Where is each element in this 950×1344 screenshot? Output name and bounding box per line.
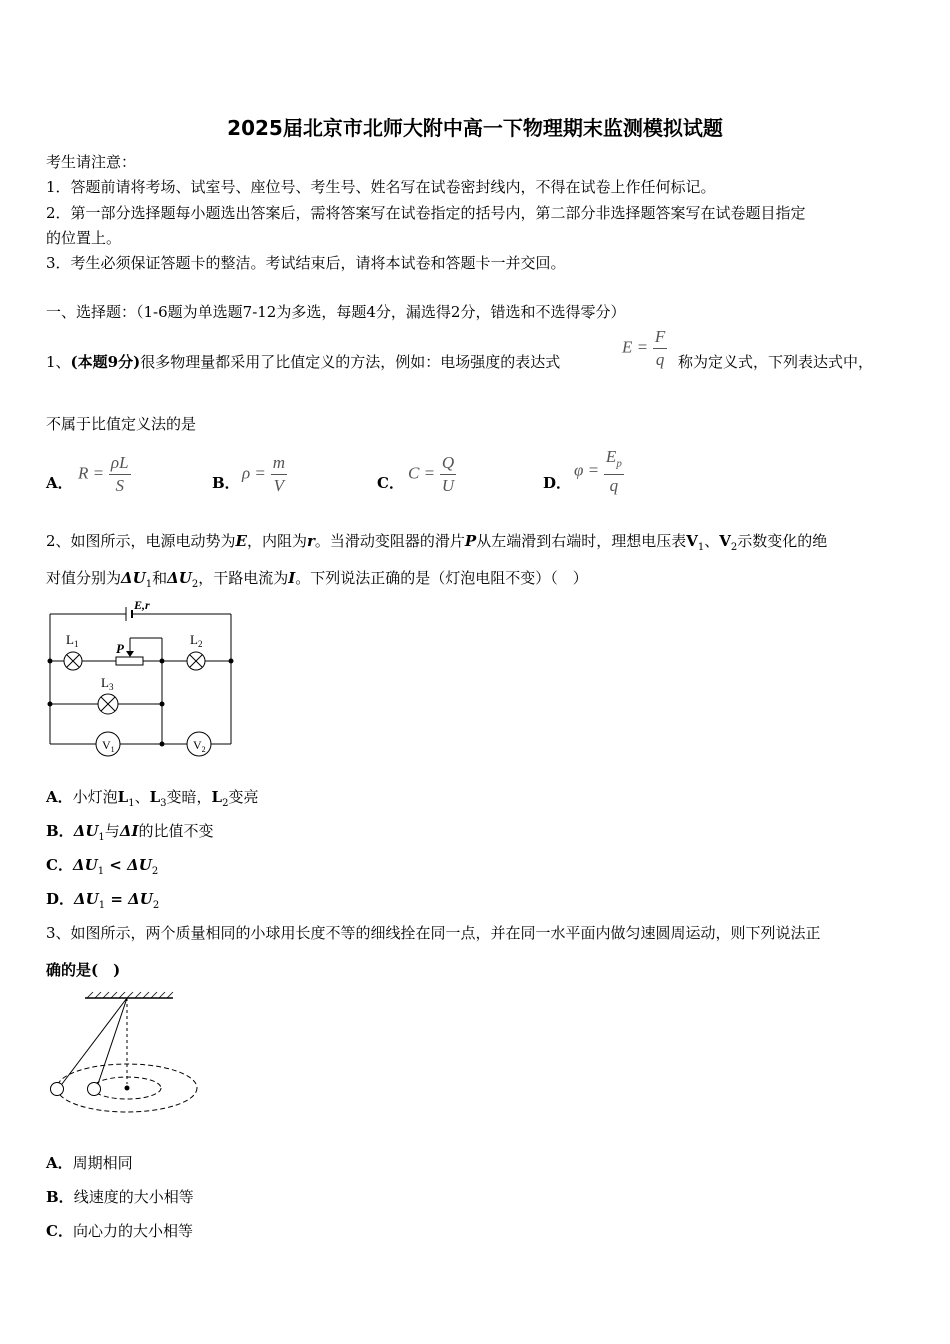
short-string bbox=[98, 998, 127, 1084]
q1-formula-eq: = bbox=[632, 337, 649, 357]
q1-option-b: ρ = $\frac{m}{V}$ bbox=[242, 453, 285, 495]
notice-item-1: 1．答题前请将考场、试室号、座位号、考生号、姓名写在试卷密封线内，不得在试卷上作任何标记。 bbox=[46, 178, 716, 196]
q2-option-c: C．$\Delta U_1 < \Delta U_2$ bbox=[46, 856, 159, 877]
q1-option-c: C = $\frac{Q}{U}$ bbox=[408, 453, 455, 495]
pendulum-diagram bbox=[40, 988, 210, 1118]
q1-formula-lhs: E bbox=[622, 337, 633, 357]
q1-option-b-label: B． bbox=[212, 474, 240, 492]
q1-option-c-label: C． bbox=[377, 474, 404, 492]
q1-prefix: 1、 bbox=[46, 353, 71, 371]
q1-formula bbox=[622, 326, 667, 371]
q2-option-b: B．$\Delta U_1$与ΔI的比值不变 bbox=[46, 822, 214, 843]
q1-score: (本题9分) bbox=[70, 353, 141, 371]
label-v2: $V_2$ bbox=[193, 738, 206, 754]
long-string bbox=[62, 998, 127, 1084]
notice-item-2-cont: 的位置上。 bbox=[46, 229, 122, 247]
q2-line-1: 2、如图所示，电源电动势为E，内阻为r。当滑动变阻器的滑片P从左端滑到右端时，理想电压表$V_1$、$V_2$示数变化的绝 bbox=[46, 532, 828, 553]
source-label: E,r bbox=[134, 598, 150, 612]
center-dot bbox=[125, 1086, 130, 1091]
q1-option-d-label: D． bbox=[543, 474, 572, 492]
label-p: P bbox=[116, 641, 124, 656]
ball-outer bbox=[51, 1083, 64, 1096]
q3-option-b: B．线速度的大小相等 bbox=[46, 1188, 194, 1206]
q1-option-a-label: A． bbox=[46, 474, 73, 492]
page-title: 2025届北京市北师大附中高一下物理期末监测模拟试题 bbox=[227, 116, 723, 140]
q1-text-c: 不属于比值定义法的是 bbox=[46, 415, 197, 433]
q1-formula-den: q bbox=[655, 350, 665, 369]
q1-formula-num: F bbox=[653, 326, 667, 349]
label-l2: $L_2$ bbox=[190, 632, 203, 649]
slider-arrow bbox=[126, 651, 134, 657]
label-v1: $V_1$ bbox=[102, 738, 115, 754]
q3-line-2: 确的是( ) bbox=[46, 961, 121, 979]
q3-option-a: A．周期相同 bbox=[46, 1154, 133, 1172]
rheostat bbox=[116, 657, 143, 665]
section-heading: 一、选择题：（1-6题为单选题7-12为多选，每题4分，漏选得2分，错选和不选得零分） bbox=[46, 303, 626, 321]
circuit-diagram bbox=[40, 596, 250, 758]
q2-option-a: A．小灯泡$L_1$、$L_3$变暗，$L_2$变亮 bbox=[46, 788, 259, 809]
q1-formula-frac bbox=[653, 326, 667, 371]
label-l1: $L_1$ bbox=[66, 632, 79, 649]
notice-item-2: 2．第一部分选择题每小题选出答案后，需将答案写在试卷指定的括号内，第二部分非选择题答案写在试卷题目指定 bbox=[46, 204, 806, 222]
q2-option-d: D．$\Delta U_1 = \Delta U_2$ bbox=[46, 890, 160, 911]
q1-option-a: R = $\frac{\rho L}{S}$ bbox=[78, 453, 129, 495]
notice-item-3: 3．考生必须保证答题卡的整洁。考试结束后，请将本试卷和答题卡一并交回。 bbox=[46, 254, 566, 272]
q1-text bbox=[46, 352, 560, 372]
q1-text-b: 称为定义式，下列表达式中， bbox=[678, 353, 874, 371]
q3-option-c: C．向心力的大小相等 bbox=[46, 1222, 193, 1240]
ball-inner bbox=[88, 1083, 101, 1096]
q1-option-d: φ = $\frac{E_p}{q}$ bbox=[574, 447, 622, 496]
q2-line-2: 对值分别为$\Delta U_1$和$\Delta U_2$，干路电流为I。下列说法正确的是（灯泡电阻不变）（ ） bbox=[46, 569, 588, 590]
label-l3: $L_3$ bbox=[101, 675, 114, 692]
q1-text-a: 很多物理量都采用了比值定义的方法，例如：电场强度的表达式 bbox=[140, 353, 561, 371]
notice-heading: 考生请注意： bbox=[46, 153, 137, 171]
q3-line-1: 3、如图所示，两个质量相同的小球用长度不等的细线拴在同一点，并在同一水平面内做匀速圆周运动，则下列说法正 bbox=[46, 924, 821, 942]
